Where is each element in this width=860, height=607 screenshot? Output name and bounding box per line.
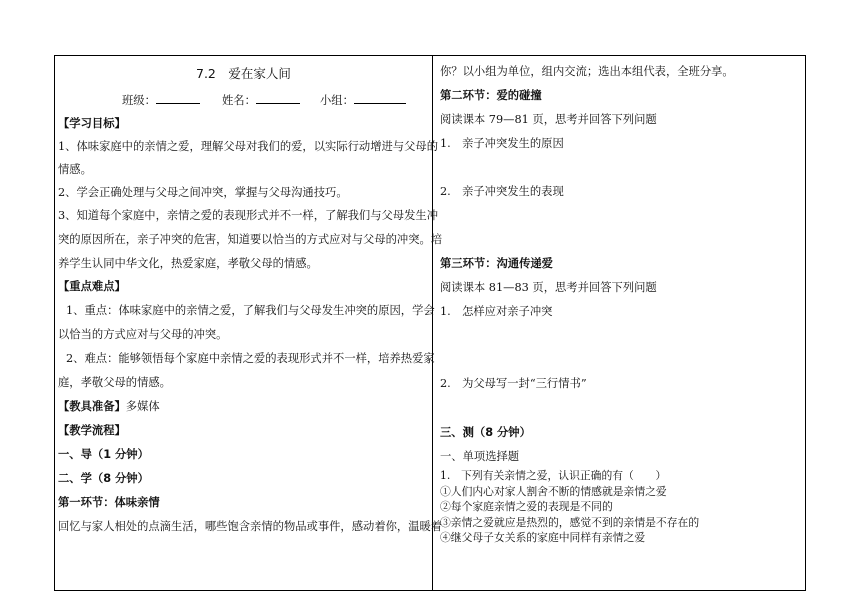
mc-option-3: ③亲情之爱就应是热烈的，感觉不到的亲情是不存在的	[440, 516, 700, 529]
keypoint-2-line-2: 庭，孝敬父母的情感。	[58, 376, 171, 389]
read-instruction-2: 阅读课本 81—83 页，思考并回答下列问题	[440, 281, 657, 294]
name-blank[interactable]	[256, 92, 300, 104]
group-blank[interactable]	[354, 92, 406, 104]
question-cause: 1. 亲子冲突发生的原因	[440, 137, 564, 150]
tools-value: 多媒体	[125, 400, 160, 413]
mc-option-4: ④继父母子女关系的家庭中同样有亲情之爱	[440, 531, 646, 544]
process-heading: 【教学流程】	[58, 424, 126, 437]
test-heading: 三、测（8 分钟）	[440, 426, 531, 439]
mc-question-1: 1. 下列有关亲情之爱，认识正确的有（ ）	[440, 469, 667, 482]
objectives-heading: 【学习目标】	[58, 117, 126, 130]
question-behavior: 2. 亲子冲突发生的表现	[440, 185, 564, 198]
section-1-text: 回忆与家人相处的点滴生活，哪些饱含亲情的物品或事件，感动着你，温暖着	[58, 520, 443, 533]
group-label: 小组：	[320, 94, 354, 107]
worksheet-frame	[54, 55, 806, 591]
question-letter: 2. 为父母写一封“三行情书”	[440, 377, 587, 390]
keypoints-heading: 【重点难点】	[58, 280, 126, 293]
class-field	[122, 92, 200, 108]
keypoint-1-line-2: 以恰当的方式应对与父母的冲突。	[58, 328, 228, 341]
class-blank[interactable]	[156, 92, 200, 104]
page-title: 7.2 爱在家人间	[196, 66, 291, 81]
multiple-choice-heading: 一、单项选择题	[440, 450, 520, 463]
objective-3-line-3: 养学生认同中华文化，热爱家庭，孝敬父母的情感。	[58, 257, 318, 270]
column-divider	[432, 55, 433, 591]
step-2: 二、学（8 分钟）	[58, 472, 149, 485]
mc-option-1: ①人们内心对家人割舍不断的情感就是亲情之爱	[440, 485, 667, 498]
question-response: 1. 怎样应对亲子冲突	[440, 305, 553, 318]
read-instruction-1: 阅读课本 79—81 页，思考并回答下列问题	[440, 113, 657, 126]
class-label: 班级：	[122, 94, 156, 107]
group-field	[320, 92, 406, 108]
tools-heading: 【教具准备】	[58, 400, 126, 413]
keypoint-1-line-1: 1、重点：体味家庭中的亲情之爱，了解我们与父母发生冲突的原因，学会	[66, 304, 435, 317]
step-1: 一、导（1 分钟）	[58, 448, 149, 461]
keypoint-2-line-1: 2、难点：能够领悟每个家庭中亲情之爱的表现形式并不一样，培养热爱家	[66, 352, 435, 365]
objective-3-line-2: 突的原因所在，亲子冲突的危害，知道要以恰当的方式应对与父母的冲突。培	[58, 233, 443, 246]
name-field	[222, 92, 300, 108]
section-3-heading: 第三环节：沟通传递爱	[440, 257, 553, 270]
section-2-heading: 第二环节：爱的碰撞	[440, 89, 542, 102]
objective-1-line-2: 情感。	[58, 163, 92, 176]
name-label: 姓名：	[222, 94, 256, 107]
objective-2: 2、学会正确处理与父母之间冲突，掌握与父母沟通技巧。	[58, 186, 348, 199]
tools-line	[58, 400, 160, 414]
mc-option-2: ②每个家庭亲情之爱的表现是不同的	[440, 500, 613, 513]
objective-1-line-1: 1、体味家庭中的亲情之爱，理解父母对我们的爱，以实际行动增进与父母的	[58, 140, 438, 153]
objective-3-line-1: 3、知道每个家庭中，亲情之爱的表现形式并不一样，了解我们与父母发生冲	[58, 209, 438, 222]
section-1-text-cont: 你？以小组为单位，组内交流；选出本组代表，全班分享。	[440, 65, 734, 78]
section-1-heading: 第一环节：体味亲情	[58, 496, 160, 509]
